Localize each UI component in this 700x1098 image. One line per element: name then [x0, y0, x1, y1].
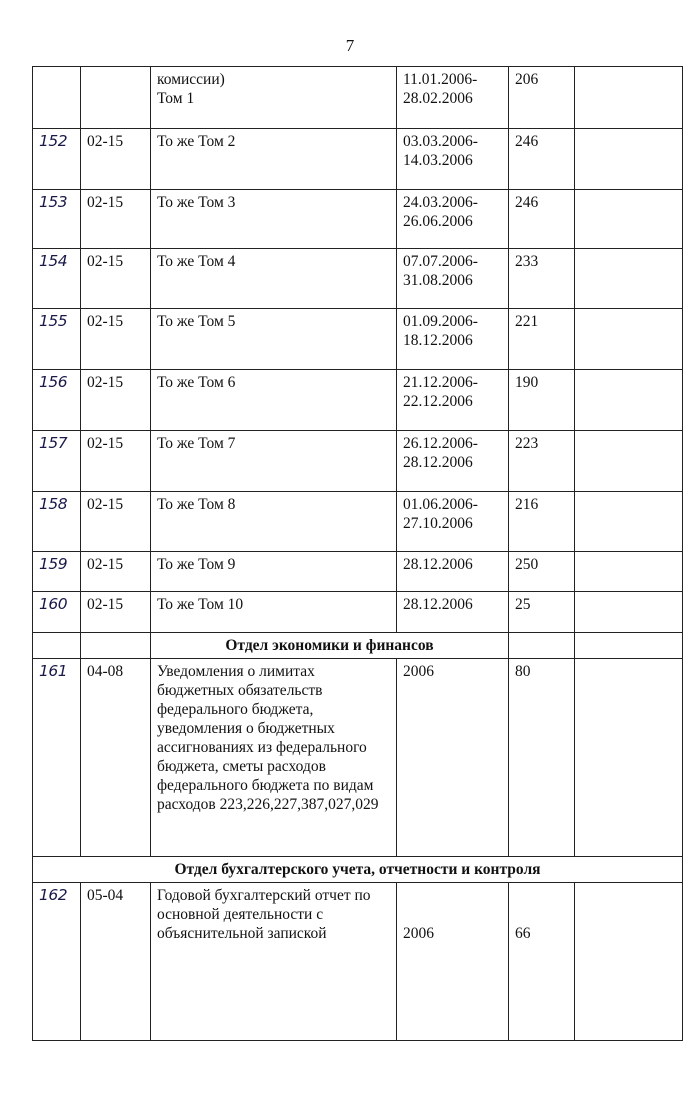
cell-index: 02-15 [81, 592, 151, 633]
cell-title: То же Том 4 [151, 249, 397, 309]
cell-pages: 190 [509, 370, 575, 431]
cell-title: То же Том 2 [151, 129, 397, 190]
table-row [33, 370, 683, 431]
cell-note [575, 659, 683, 857]
cell-dates: 01.06.2006- 27.10.2006 [397, 492, 509, 552]
section-heading: Отдел экономики и финансов [151, 633, 509, 659]
cell-number: 156 [33, 370, 81, 431]
cell-index: 02-15 [81, 129, 151, 190]
cell-pages: 250 [509, 552, 575, 592]
cell-dates: 21.12.2006- 22.12.2006 [397, 370, 509, 431]
table-row [33, 431, 683, 492]
cell-pages: 233 [509, 249, 575, 309]
cell-dates: 26.12.2006- 28.12.2006 [397, 431, 509, 492]
cell-note [575, 67, 683, 129]
table-row [33, 592, 683, 633]
cell-number: 153 [33, 190, 81, 249]
cell-number: 154 [33, 249, 81, 309]
cell-pages: 66 [509, 883, 575, 1041]
section-row [33, 633, 683, 659]
cell-note [575, 370, 683, 431]
cell-note [575, 309, 683, 370]
cell-title: То же Том 8 [151, 492, 397, 552]
cell-pages: 206 [509, 67, 575, 129]
cell-number: 158 [33, 492, 81, 552]
table-row [33, 492, 683, 552]
cell-pages: 221 [509, 309, 575, 370]
cell-dates: 2006 [397, 883, 509, 1041]
section-row [33, 857, 683, 883]
table-row [33, 249, 683, 309]
cell-index: 05-04 [81, 883, 151, 1041]
inventory-table [32, 66, 683, 1041]
table-row [33, 309, 683, 370]
table-row [33, 190, 683, 249]
cell-index: 02-15 [81, 431, 151, 492]
cell-number: 155 [33, 309, 81, 370]
cell-note [575, 431, 683, 492]
cell-title: То же Том 5 [151, 309, 397, 370]
cell-dates: 28.12.2006 [397, 592, 509, 633]
cell-index [81, 67, 151, 129]
table-row [33, 67, 683, 129]
cell-dates: 2006 [397, 659, 509, 857]
cell-index: 02-15 [81, 370, 151, 431]
cell-number: 162 [33, 883, 81, 1041]
cell-note [575, 552, 683, 592]
cell-pages: 246 [509, 129, 575, 190]
table-row [33, 659, 683, 857]
cell-title: То же Том 6 [151, 370, 397, 431]
cell-note [575, 190, 683, 249]
cell-index: 02-15 [81, 190, 151, 249]
page-number: 7 [345, 36, 355, 55]
cell-number: 161 [33, 659, 81, 857]
cell-number [33, 67, 81, 129]
cell-title: То же Том 7 [151, 431, 397, 492]
cell-note [575, 249, 683, 309]
cell-dates: 03.03.2006- 14.03.2006 [397, 129, 509, 190]
cell-title: Уведомления о лимитах бюджетных обязательств федерального бюджета, уведомления о бюджетных ассигнованиях из федерального бюджета, сметы расходов федерального бюджета по видам расходов 223,226,227,387,027,029 [151, 659, 397, 857]
cell-pages: 80 [509, 659, 575, 857]
cell-title: Годовой бухгалтерский отчет по основной деятельности с объяснительной запиской [151, 883, 397, 1041]
cell-number: 152 [33, 129, 81, 190]
cell-number: 159 [33, 552, 81, 592]
cell-dates: 28.12.2006 [397, 552, 509, 592]
cell-note [575, 592, 683, 633]
table-row [33, 129, 683, 190]
cell-index: 02-15 [81, 309, 151, 370]
cell-index: 02-15 [81, 552, 151, 592]
cell-pages: 223 [509, 431, 575, 492]
cell-index: 04-08 [81, 659, 151, 857]
section-heading: Отдел бухгалтерского учета, отчетности и контроля [33, 857, 683, 883]
cell-dates: 11.01.2006- 28.02.2006 [397, 67, 509, 129]
cell-note [575, 883, 683, 1041]
cell-title: комиссии) Том 1 [151, 67, 397, 129]
cell-pages: 25 [509, 592, 575, 633]
table-row [33, 883, 683, 1041]
cell-pages: 216 [509, 492, 575, 552]
cell-dates: 01.09.2006- 18.12.2006 [397, 309, 509, 370]
cell-title: То же Том 10 [151, 592, 397, 633]
cell-pages: 246 [509, 190, 575, 249]
cell-note [575, 492, 683, 552]
cell-index: 02-15 [81, 249, 151, 309]
cell-number: 157 [33, 431, 81, 492]
cell-dates: 24.03.2006- 26.06.2006 [397, 190, 509, 249]
cell-title: То же Том 3 [151, 190, 397, 249]
cell-number: 160 [33, 592, 81, 633]
cell-note [575, 129, 683, 190]
table-row [33, 552, 683, 592]
cell-dates: 07.07.2006- 31.08.2006 [397, 249, 509, 309]
cell-title: То же Том 9 [151, 552, 397, 592]
cell-index: 02-15 [81, 492, 151, 552]
